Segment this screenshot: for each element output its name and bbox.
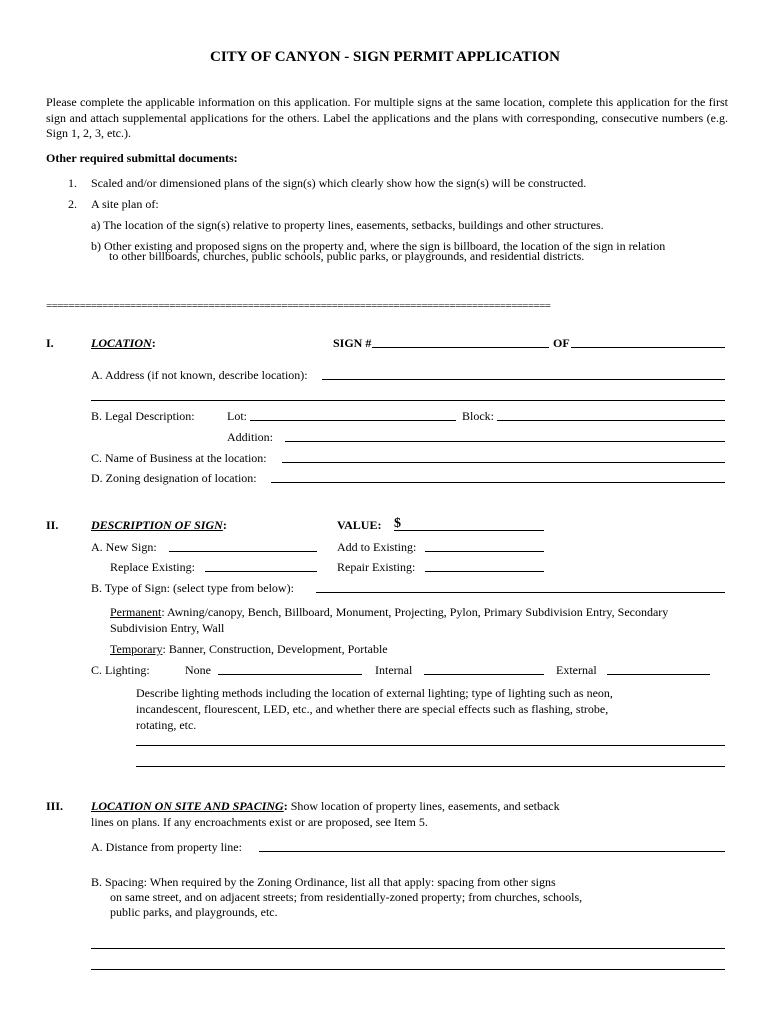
list-item-number: 1.	[68, 176, 77, 190]
lighting-external-field[interactable]	[607, 674, 710, 675]
sub-item-b-line2: to other billboards, churches, public schools, public parks, or playgrounds, and residential districts.	[109, 249, 585, 263]
intro-paragraph: Please complete the applicable information on this application. For multiple signs at the same location, complete this application for the first sign and attach supplemental applications for the others. Label the applications and the plans with corresponding, consecutive numbers (e.g. Sign 1, 2, 3, etc.).	[46, 95, 728, 140]
lighting-description: Describe lighting methods including the location of external lighting; type of lighting such as neon,	[136, 686, 613, 700]
sign-number-field[interactable]	[372, 347, 549, 348]
section-number: I.	[46, 336, 54, 350]
block-field[interactable]	[497, 420, 725, 421]
lighting-internal-label: Internal	[375, 663, 413, 677]
value-currency-symbol: $	[394, 516, 401, 531]
spacing-text: B. Spacing: When required by the Zoning Ordinance, list all that apply: spacing from other signs	[91, 875, 556, 889]
lighting-description-field-line2[interactable]	[136, 766, 725, 767]
distance-field[interactable]	[259, 851, 725, 852]
spacing-field-line2[interactable]	[91, 969, 725, 970]
value-field[interactable]	[394, 530, 544, 531]
sign-type-label: B. Type of Sign: (select type from below):	[91, 581, 294, 595]
replace-existing-label: Replace Existing:	[110, 560, 195, 574]
sign-type-field[interactable]	[316, 592, 725, 593]
heading-colon: :	[151, 336, 156, 350]
business-name-field[interactable]	[282, 462, 725, 463]
value-label: VALUE:	[337, 518, 382, 532]
add-existing-field[interactable]	[425, 551, 544, 552]
permanent-types-cont: Subdivision Entry, Wall	[110, 621, 225, 635]
location-heading: LOCATION	[91, 336, 152, 350]
spacing-field[interactable]	[91, 948, 725, 949]
description-heading: DESCRIPTION OF SIGN	[91, 518, 223, 532]
business-name-label: C. Name of Business at the location:	[91, 451, 267, 465]
temporary-text: : Banner, Construction, Development, Portable	[162, 642, 388, 656]
lighting-label: C. Lighting:	[91, 663, 150, 677]
new-sign-label: A. New Sign:	[91, 540, 157, 554]
section-number: III.	[46, 799, 64, 813]
address-field-line2[interactable]	[91, 400, 725, 401]
legal-description-label: B. Legal Description:	[91, 409, 195, 423]
section-intro-cont: lines on plans. If any encroachments exist or are proposed, see Item 5.	[91, 815, 428, 829]
section-number: II.	[46, 518, 59, 532]
repair-existing-label: Repair Existing:	[337, 560, 416, 574]
temporary-label: Temporary	[110, 642, 163, 656]
of-label: OF	[553, 336, 570, 350]
lighting-external-label: External	[556, 663, 597, 677]
spacing-text: on same street, and on adjacent streets; from residentially-zoned property; from churches, schools,	[110, 890, 583, 904]
add-existing-label: Add to Existing:	[337, 540, 417, 554]
lighting-internal-field[interactable]	[424, 674, 544, 675]
addition-label: Addition:	[227, 430, 274, 444]
new-sign-field[interactable]	[169, 551, 317, 552]
spacing-text: public parks, and playgrounds, etc.	[110, 905, 278, 919]
lighting-description: rotating, etc.	[136, 718, 197, 732]
address-field[interactable]	[322, 379, 725, 380]
distance-label: A. Distance from property line:	[91, 840, 242, 854]
sub-item-a: a) The location of the sign(s) relative to property lines, easements, setbacks, buildings and other structures.	[91, 218, 604, 232]
sign-total-field[interactable]	[571, 347, 725, 348]
section-intro: Show location of property lines, easements, and setback	[287, 799, 560, 813]
address-label: A. Address (if not known, describe location):	[91, 368, 308, 382]
heading-colon: :	[283, 799, 288, 813]
lot-label: Lot:	[227, 409, 247, 423]
sub-item-b-line1: b) Other existing and proposed signs on the property and, where the sign is billboard, the location of the sign in relation	[91, 239, 666, 253]
heading-colon: :	[222, 518, 227, 532]
permanent-types	[110, 605, 668, 620]
lighting-description-field[interactable]	[136, 745, 725, 746]
permanent-label: Permanent	[110, 605, 162, 619]
zoning-field[interactable]	[271, 482, 725, 483]
block-label: Block:	[462, 409, 494, 423]
page-title: CITY OF CANYON - SIGN PERMIT APPLICATION	[209, 49, 561, 65]
addition-field[interactable]	[285, 441, 725, 442]
replace-existing-field[interactable]	[205, 571, 317, 572]
sign-number-label: SIGN #	[333, 336, 372, 350]
zoning-label: D. Zoning designation of location:	[91, 471, 257, 485]
list-item-text: A site plan of:	[91, 197, 159, 211]
section-heading	[91, 799, 560, 814]
location-site-heading: LOCATION ON SITE AND SPACING	[91, 799, 284, 813]
section-heading	[91, 336, 156, 351]
list-item-text: Scaled and/or dimensioned plans of the sign(s) which clearly show how the sign(s) will be constructed.	[91, 176, 587, 190]
separator: ==========================================================================================	[46, 300, 551, 312]
lighting-description: incandescent, flourescent, LED, etc., and whether there are special effects such as flashing, strobe,	[136, 702, 609, 716]
repair-existing-field[interactable]	[425, 571, 544, 572]
permanent-text: : Awning/canopy, Bench, Billboard, Monument, Projecting, Pylon, Primary Subdivision Entry, Secondary	[161, 605, 669, 619]
list-item-number: 2.	[68, 197, 77, 211]
lot-field[interactable]	[250, 420, 456, 421]
temporary-types	[110, 642, 388, 657]
lighting-none-field[interactable]	[218, 674, 362, 675]
lighting-none-label: None	[185, 663, 211, 677]
required-docs-heading: Other required submittal documents:	[46, 151, 238, 165]
section-heading	[91, 518, 227, 533]
